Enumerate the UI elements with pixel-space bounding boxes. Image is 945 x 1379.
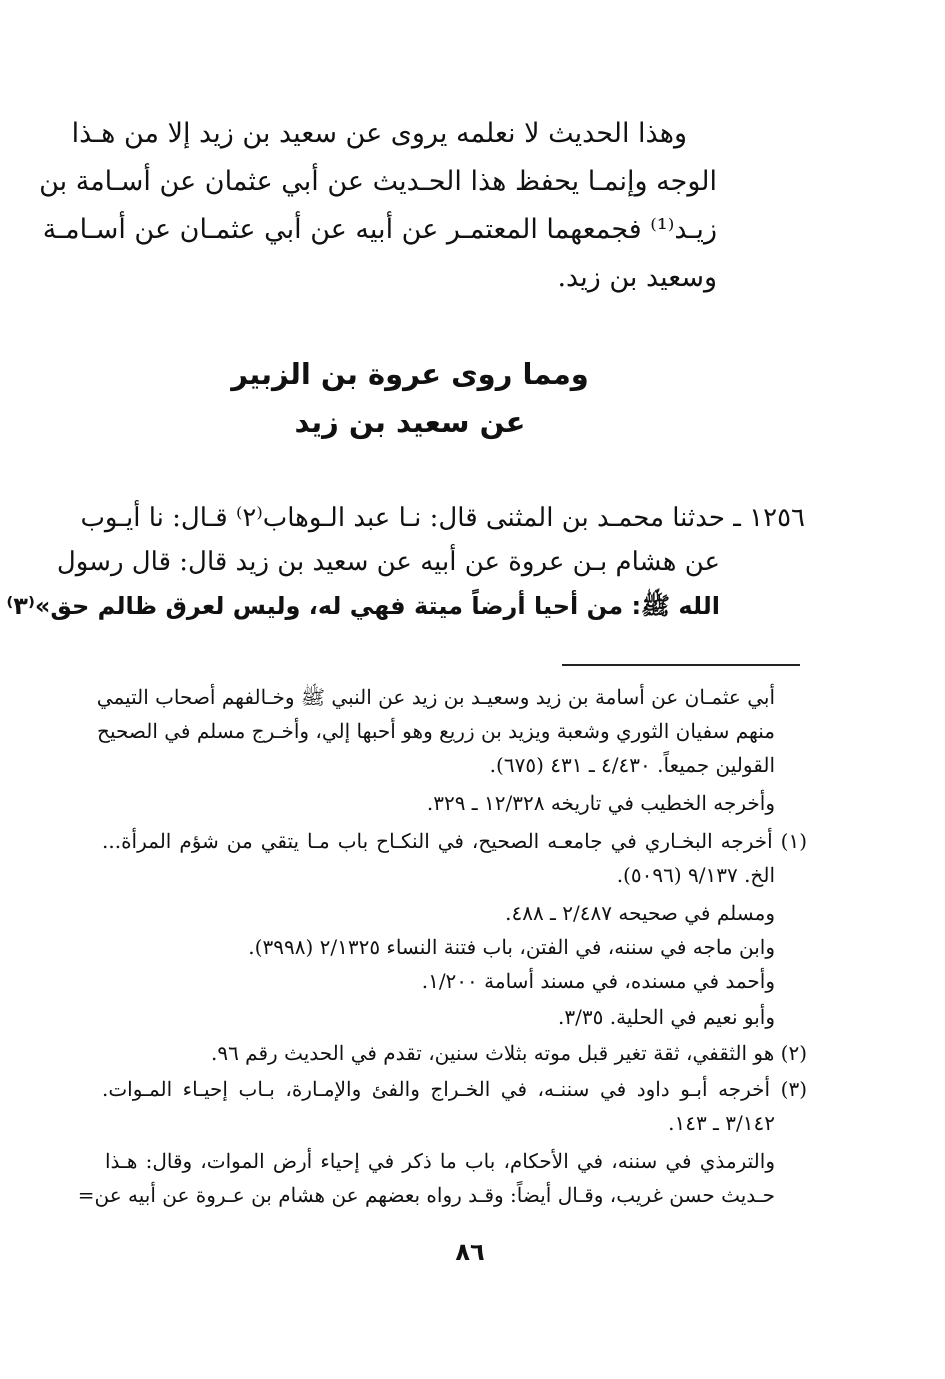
footnote-line: ومسلم في صحيحه ٢/٤٨٧ ـ ٤٨٨. [505,901,775,925]
footnote-line: منهم سفيان الثوري وشعبة ويزيد بن زريع وهو أحبها إلي، وأخـرج مسلم في الصحيح [97,719,775,743]
hadith-line-2: عن هشام بـن عروة عن أبيه عن سعيد بن زيد قال: قال رسول [56,547,720,577]
hadith-line-3: الله ﷺ: من أحيا أرضاً ميتة فهي له، وليس لعرق ظالم حق»⁽٣⁾ [6,592,720,620]
intro-line-3: زيـد⁽¹⁾ فجمعهما المعتمـر عن أبيه عن أبي عثمـان عن أسـامـة [42,214,717,245]
footnote-line: أبي عثمـان عن أسامة بن زيد وسعيـد بن زيد عن النبي ﷺ وخـالفهم أصحاب التيمي [96,685,775,709]
hadith-line-1: ١٢٥٦ ـ حدثنا محمـد بن المثنى قال: نـا عبد الـوهاب⁽٢⁾ قـال: نا أيـوب [80,503,805,533]
section-heading-line-2: عن سعيد بن زيد [294,405,526,439]
footnote-line: الخ. ٩/١٣٧ (٥٠٩٦). [616,863,775,887]
footnote-line: وأبو نعيم في الحلية. ٣/٣٥. [558,1005,775,1029]
intro-line-4: وسعيد بن زيد. [557,262,717,293]
footnote-separator [562,664,800,666]
footnote-line: ٣/١٤٢ ـ ١٤٣. [668,1111,775,1135]
footnote-1: (١) أخرجه البخـاري في جامعـه الصحيح، في النكـاح باب مـا يتقي من شؤم المرأة... [102,829,807,853]
footnote-3: (٣) أخرجه أبـو داود في سننـه، في الخـراج والفئ والإمـارة، بـاب إحيـاء المـوات. [102,1077,807,1101]
section-heading-line-1: ومما روى عروة بن الزبير [231,357,589,391]
footnote-line: حـديث حسن غريب، وقـال أيضاً: وقـد رواه بعضهم عن هشام بن عـروة عن أبيه عن= [77,1183,775,1207]
intro-line-2: الوجه وإنمـا يحفظ هذا الحـديث عن أبي عثمان عن أسـامة بن [39,166,717,197]
footnote-2: (٢) هو الثقفي، ثقة تغير قبل موته بثلاث سنين، تقدم في الحديث رقم ٩٦. [210,1041,807,1065]
footnote-line: وأخرجه الخطيب في تاريخه ١٢/٣٢٨ ـ ٣٢٩. [426,791,775,815]
footnote-line: والترمذي في سننه، في الأحكام، باب ما ذكر في إحياء أرض الموات، وقال: هـذا [105,1149,775,1173]
intro-line-1: وهذا الحديث لا نعلمه يروى عن سعيد بن زيد إلا من هـذا [71,118,687,149]
footnote-line: وأحمد في مسنده، في مسند أسامة ١/٢٠٠. [421,969,775,993]
footnote-line: وابن ماجه في سننه، في الفتن، باب فتنة النساء ٢/١٣٢٥ (٣٩٩٨). [248,935,775,959]
footnote-line: القولين جميعاً. ٤/٤٣٠ ـ ٤٣١ (٦٧٥). [489,753,775,777]
page-number: ٨٦ [455,1238,485,1266]
